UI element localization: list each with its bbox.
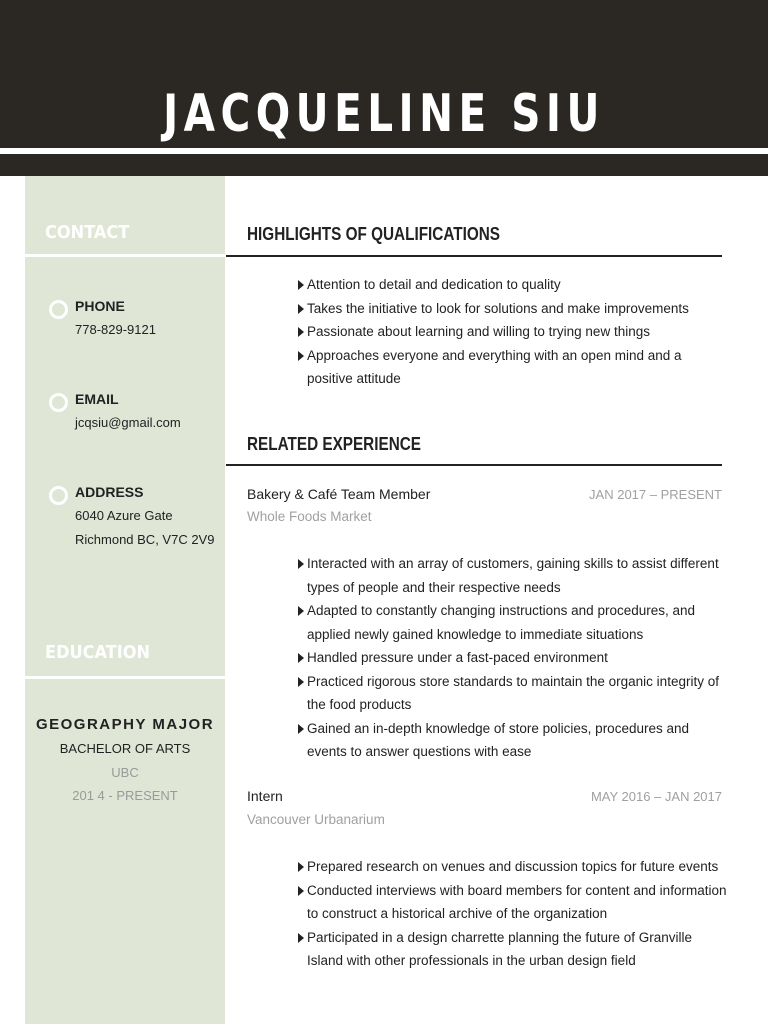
qualifications-heading: HIGHLIGHTS OF QUALIFICATIONS: [247, 224, 501, 244]
job-dates: MAY 2016 – JAN 2017: [590, 789, 722, 804]
job-bullet-list: [297, 855, 727, 973]
circle-icon: [49, 393, 68, 412]
education-degree: BACHELOR OF ARTS: [59, 741, 191, 756]
job-dates: JAN 2017 – PRESENT: [589, 487, 722, 502]
job-bullet-list: [297, 552, 727, 764]
job-organization: Vancouver Urbanarium: [247, 812, 385, 827]
email-label: EMAIL: [75, 391, 119, 407]
qualifications-list: [297, 273, 697, 391]
education-divider: [25, 676, 225, 679]
address-line-1: 6040 Azure Gate: [75, 508, 173, 523]
contact-divider: [25, 254, 225, 257]
sidebar: [25, 176, 225, 1024]
list-item: Takes the initiative to look for solutions and make improvements: [297, 297, 697, 321]
circle-icon: [49, 486, 68, 505]
email-value: jcqsiu@gmail.com: [75, 415, 181, 430]
job-title: Bakery & Café Team Member: [247, 486, 431, 502]
list-item: Practiced rigorous store standards to maintain the organic integrity of the food products: [297, 670, 727, 717]
resume-name: JACQUELINE SIU: [163, 84, 605, 144]
list-item: Approaches everyone and everything with an open mind and a positive attitude: [297, 344, 697, 391]
list-item: Interacted with an array of customers, gaining skills to assist different types of people and their respective needs: [297, 552, 727, 599]
phone-label: PHONE: [75, 298, 125, 314]
contact-heading: CONTACT: [45, 222, 130, 243]
experience-divider: [226, 464, 722, 466]
list-item: Conducted interviews with board members for content and information to construct a historical archive of the organization: [297, 879, 727, 926]
list-item: Prepared research on venues and discussion topics for future events: [297, 855, 727, 879]
list-item: Passionate about learning and willing to trying new things: [297, 320, 697, 344]
job-organization: Whole Foods Market: [247, 509, 372, 524]
education-major: GEOGRAPHY MAJOR: [35, 716, 215, 733]
education-heading: EDUCATION: [45, 642, 151, 663]
experience-heading: RELATED EXPERIENCE: [247, 434, 421, 454]
qualifications-divider: [226, 255, 722, 257]
education-years: 201 4 - PRESENT: [72, 788, 178, 803]
phone-value: 778-829-9121: [75, 322, 156, 337]
job-title: Intern: [247, 788, 283, 804]
list-item: Adapted to constantly changing instructions and procedures, and applied newly gained knowledge to immediate situations: [297, 599, 727, 646]
list-item: Participated in a design charrette planning the future of Granville Island with other professionals in the urban design field: [297, 926, 727, 973]
education-school: UBC: [111, 765, 139, 780]
circle-icon: [49, 300, 68, 319]
address-line-2: Richmond BC, V7C 2V9: [75, 532, 215, 547]
list-item: Handled pressure under a fast-paced environment: [297, 646, 727, 670]
header-stripe: [0, 154, 768, 176]
address-label: ADDRESS: [75, 484, 144, 500]
list-item: Attention to detail and dedication to quality: [297, 273, 697, 297]
list-item: Gained an in-depth knowledge of store policies, procedures and events to answer questions with ease: [297, 717, 727, 764]
